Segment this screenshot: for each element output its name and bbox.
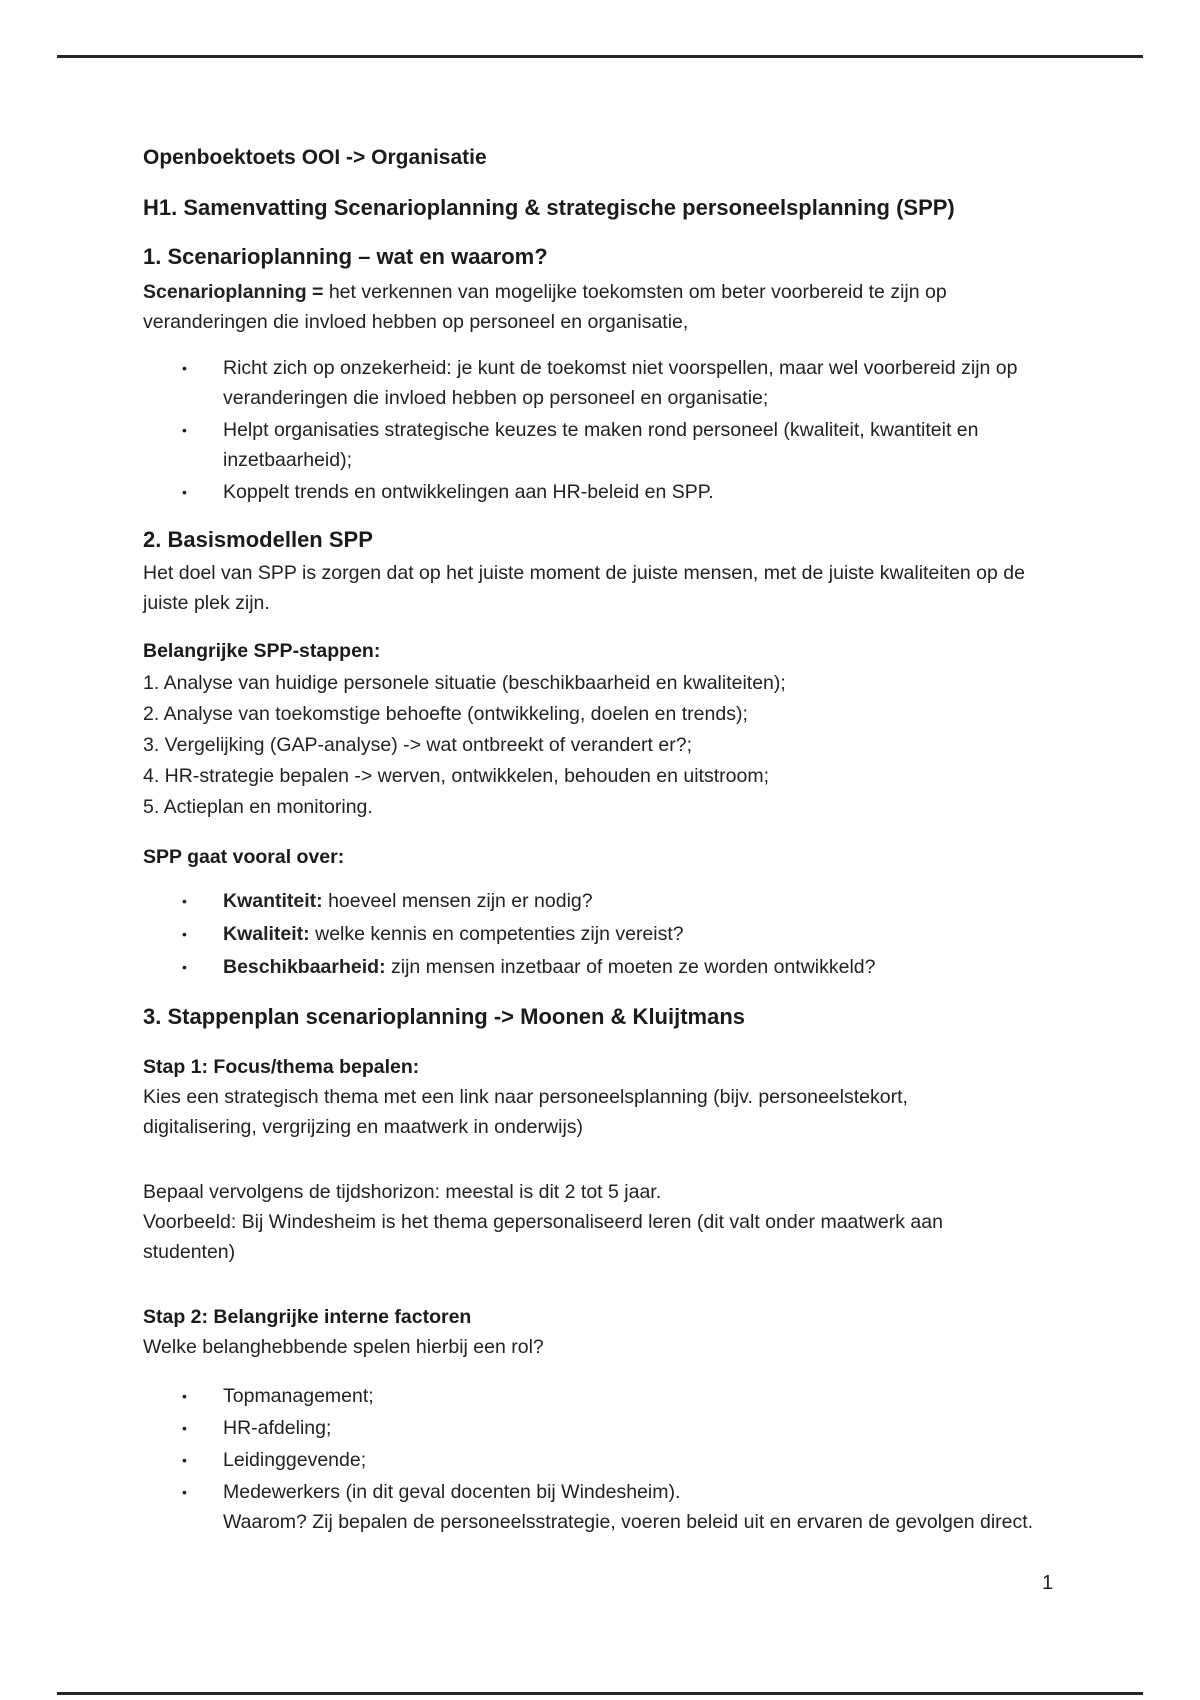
spp-focus-list <box>143 886 1073 983</box>
section-3-heading: 3. Stappenplan scenarioplanning -> Moonen & Kluijtmans <box>143 1004 746 1029</box>
focus-description: hoeveel mensen zijn er nodig? <box>322 890 593 912</box>
footer-rule <box>57 1692 1143 1695</box>
intro-lead-term: Scenarioplanning = <box>143 281 324 303</box>
scenario-bullet-list <box>143 353 1073 507</box>
list-item-text: Topmanagement; <box>223 1385 374 1407</box>
bullet-dot-icon: • <box>182 360 187 376</box>
focus-term: Kwaliteit: <box>223 923 310 945</box>
document-title: Openboektoets OOI -> Organisatie <box>143 146 487 169</box>
section-1-intro <box>143 277 1063 337</box>
list-item <box>143 886 1073 917</box>
stap-2-question: Welke belanghebbende spelen hierbij een rol? <box>143 1336 544 1358</box>
focus-term: Kwantiteit: <box>223 890 323 912</box>
step-line: 4. HR-strategie bepalen -> werven, ontwikkelen, behouden en uitstroom; <box>143 765 769 787</box>
spp-focus-heading: SPP gaat vooral over: <box>143 846 345 868</box>
stakeholder-note: Waarom? Zij bepalen de personeelsstrategie, voeren beleid uit en ervaren de gevolgen direct. <box>223 1511 1034 1533</box>
header-rule <box>57 55 1143 58</box>
list-item <box>143 1413 1073 1443</box>
list-item-text: Helpt organisaties strategische keuzes te maken rond personeel (kwaliteit, kwantiteit en inzetbaarheid); <box>223 419 979 471</box>
spp-steps-list <box>143 668 1073 823</box>
list-item <box>143 919 1073 950</box>
list-item-text: HR-afdeling; <box>223 1417 332 1439</box>
list-item <box>143 353 1073 413</box>
bullet-dot-icon: • <box>182 422 187 438</box>
step-line: 2. Analyse van toekomstige behoefte (ontwikkeling, doelen en trends); <box>143 703 748 725</box>
spp-steps-heading: Belangrijke SPP-stappen: <box>143 640 381 662</box>
bullet-dot-icon: • <box>182 1484 187 1500</box>
document-content <box>143 143 1073 1537</box>
list-item <box>143 477 1073 507</box>
step-line: 5. Actieplan en monitoring. <box>143 796 373 818</box>
step-line: 1. Analyse van huidige personele situatie (beschikbaarheid en kwaliteiten); <box>143 672 786 694</box>
horizon-text: Bepaal vervolgens de tijdshorizon: meestal is dit 2 tot 5 jaar. <box>143 1181 662 1203</box>
chapter-heading: H1. Samenvatting Scenarioplanning & strategische personeelsplanning (SPP) <box>143 195 955 220</box>
stap-1-horizon-paragraph <box>143 1177 1023 1267</box>
stakeholder-list <box>143 1381 1073 1537</box>
list-item-text: Leidinggevende; <box>223 1449 367 1471</box>
stap-1-text: Kies een strategisch thema met een link naar personeelsplanning (bijv. personeelstekort, digitalisering, vergrijzing en maatwerk in onderwijs) <box>143 1086 908 1138</box>
list-item <box>143 1477 1073 1537</box>
section-2-heading: 2. Basismodellen SPP <box>143 527 373 552</box>
stap-1-heading: Stap 1: Focus/thema bepalen: <box>143 1056 420 1078</box>
bullet-dot-icon: • <box>182 484 187 500</box>
bullet-dot-icon: • <box>182 1420 187 1436</box>
stap-2-heading: Stap 2: Belangrijke interne factoren <box>143 1306 472 1328</box>
list-item-text: Richt zich op onzekerheid: je kunt de toekomst niet voorspellen, maar wel voorbereid zijn op veranderingen die invloed hebben op personeel en organisatie; <box>223 357 1018 409</box>
page-number: 1 <box>1042 1572 1054 1594</box>
list-item <box>143 1381 1073 1411</box>
list-item-text: Medewerkers (in dit geval docenten bij Windesheim). <box>223 1481 681 1503</box>
focus-description: zijn mensen inzetbaar of moeten ze worden ontwikkeld? <box>385 956 876 978</box>
section-1-heading: 1. Scenarioplanning – wat en waarom? <box>143 244 548 269</box>
bullet-dot-icon: • <box>182 1452 187 1468</box>
bullet-dot-icon: • <box>182 893 187 909</box>
bullet-dot-icon: • <box>182 926 187 942</box>
list-item <box>143 415 1073 475</box>
section-2-intro: Het doel van SPP is zorgen dat op het juiste moment de juiste mensen, met de juiste kwaliteiten op de juiste plek zijn. <box>143 562 1025 614</box>
intro-definition: het verkennen van mogelijke toekomsten om beter voorbereid te zijn op veranderingen die invloed hebben op personeel en organisatie, <box>143 281 947 333</box>
list-item-text: Koppelt trends en ontwikkelingen aan HR-beleid en SPP. <box>223 481 714 503</box>
bullet-dot-icon: • <box>182 1388 187 1404</box>
step-line: 3. Vergelijking (GAP-analyse) -> wat ontbreekt of verandert er?; <box>143 734 692 756</box>
bullet-dot-icon: • <box>182 959 187 975</box>
list-item <box>143 1445 1073 1475</box>
focus-description: welke kennis en competenties zijn vereist? <box>309 923 684 945</box>
example-text: Voorbeeld: Bij Windesheim is het thema gepersonaliseerd leren (dit valt onder maatwerk aan studenten) <box>143 1211 943 1263</box>
list-item <box>143 952 1073 983</box>
focus-term: Beschikbaarheid: <box>223 956 386 978</box>
